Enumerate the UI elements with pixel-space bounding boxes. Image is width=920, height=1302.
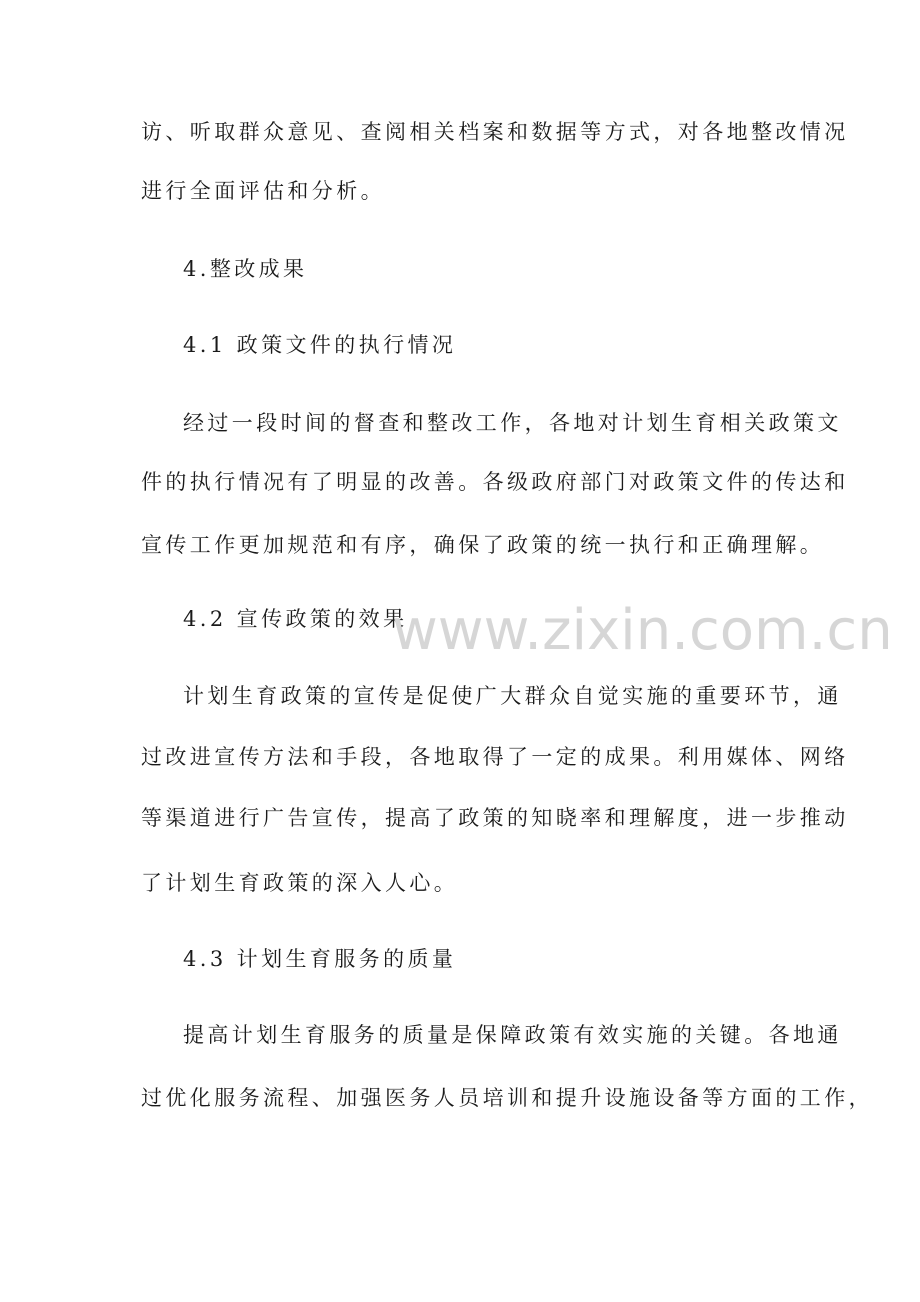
paragraph-line: 了计划生育政策的深入人心。 (141, 871, 459, 895)
subsection-heading: 4.1 政策文件的执行情况 (183, 333, 457, 357)
watermark: www.zixin.com.cn (392, 598, 893, 663)
paragraph-line: 提高计划生育服务的质量是保障政策有效实施的关键。各地通 (183, 1023, 842, 1047)
subsection-heading: 4.3 计划生育服务的质量 (183, 947, 457, 971)
paragraph-line: 宣传工作更加规范和有序，确保了政策的统一执行和正确理解。 (141, 533, 825, 557)
paragraph-line: 过优化服务流程、加强医务人员培训和提升设施设备等方面的工作， (141, 1086, 873, 1110)
subsection-heading: 4.2 宣传政策的效果 (183, 607, 408, 631)
paragraph-line: 进行全面评估和分析。 (141, 179, 385, 203)
paragraph-line: 计划生育政策的宣传是促使广大群众自觉实施的重要环节，通 (183, 684, 842, 708)
section-heading: 4.整改成果 (183, 257, 308, 281)
paragraph-line: 过改进宣传方法和手段，各地取得了一定的成果。利用媒体、网络 (141, 745, 849, 769)
paragraph-line: 等渠道进行广告宣传，提高了政策的知晓率和理解度，进一步推动 (141, 806, 849, 830)
paragraph-line: 经过一段时间的督查和整改工作，各地对计划生育相关政策文 (183, 411, 842, 435)
paragraph-line: 件的执行情况有了明显的改善。各级政府部门对政策文件的传达和 (141, 470, 849, 494)
paragraph-line: 访、听取群众意见、查阅相关档案和数据等方式，对各地整改情况 (141, 120, 849, 144)
